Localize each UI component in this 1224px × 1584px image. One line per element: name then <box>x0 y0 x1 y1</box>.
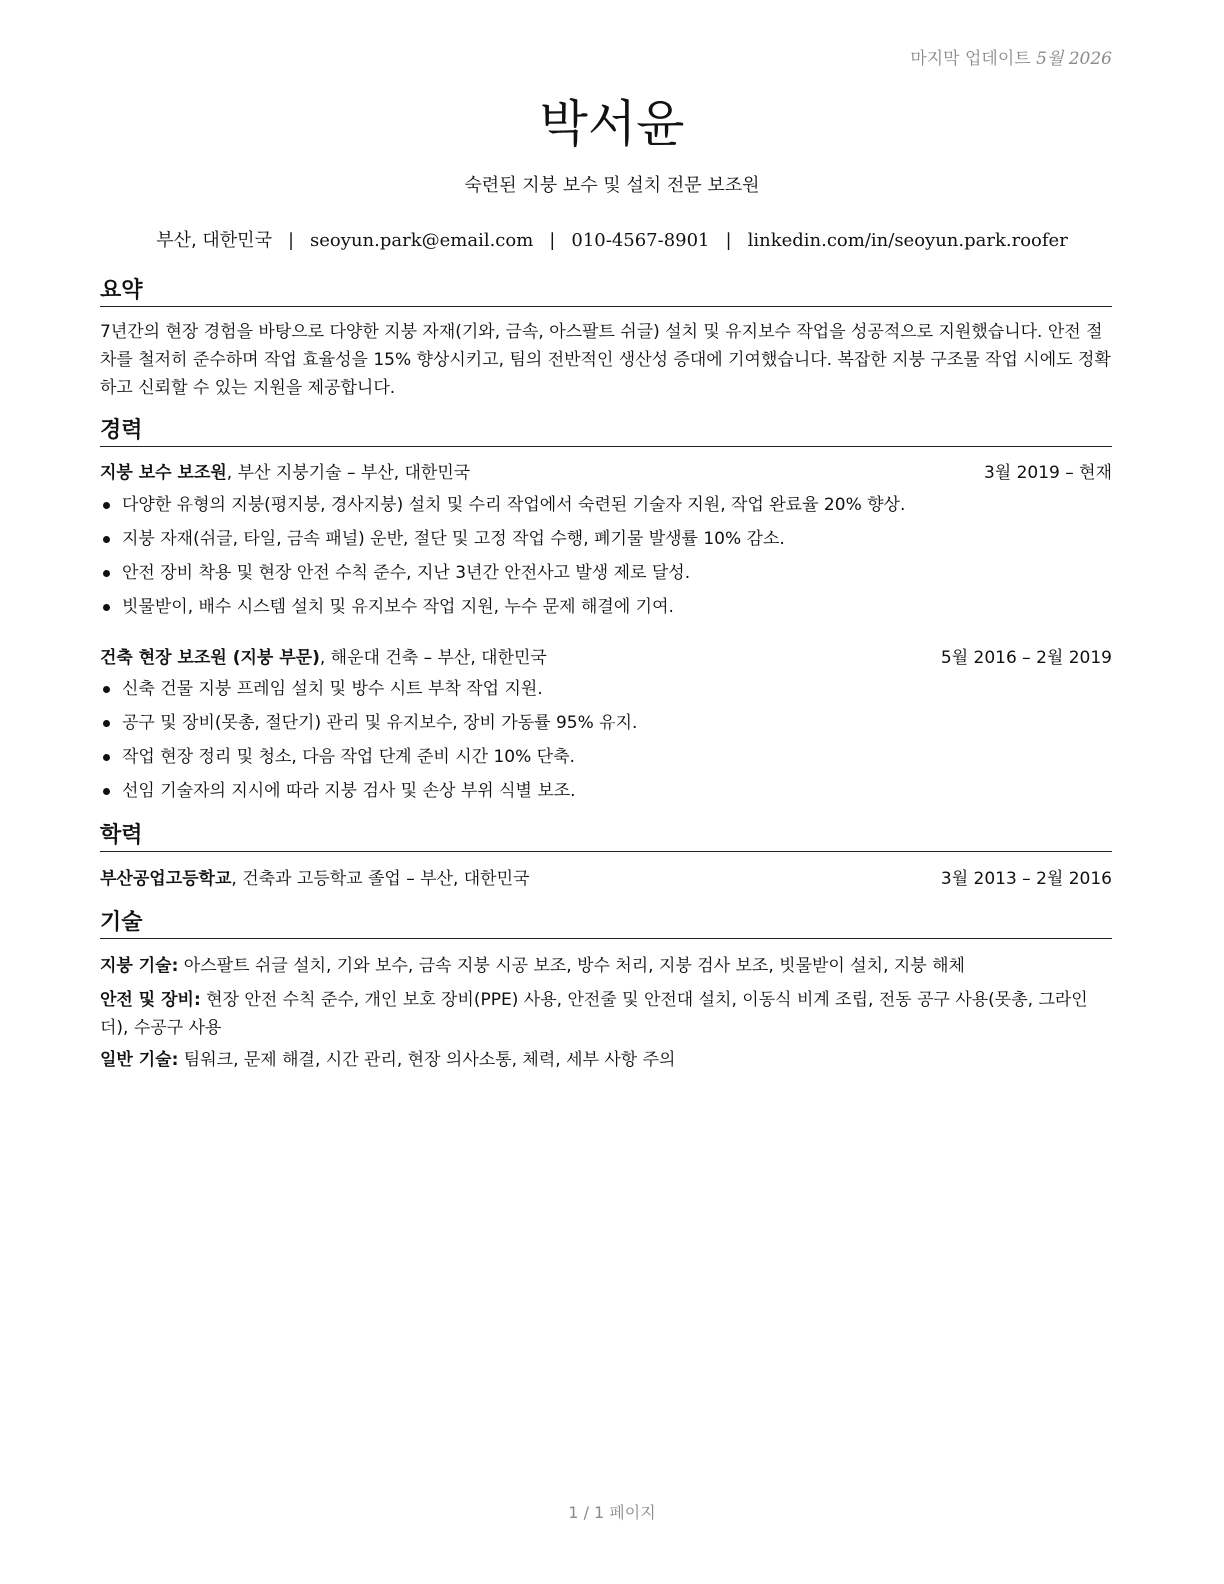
professional-title: 숙련된 지붕 보수 및 설치 전문 보조원 <box>464 175 760 196</box>
skill-label: 안전 및 장비: <box>100 990 201 1010</box>
job-bullet: 안전 장비 착용 및 현장 안전 수칙 준수, 지난 3년간 안전사고 발생 제로 달성. <box>100 556 1112 590</box>
skill-text: 현장 안전 수칙 준수, 개인 보호 장비(PPE) 사용, 안전줄 및 안전대 설치, 이동식 비계 조립, 전동 공구 사용(못총, 그라인더), 수공구 사용 <box>100 990 1088 1038</box>
job-bullet: 작업 현장 정리 및 청소, 다음 작업 단계 준비 시간 10% 단축. <box>100 740 1112 774</box>
skill-text: 팀워크, 문제 해결, 시간 관리, 현장 의사소통, 체력, 세부 사항 주의 <box>178 1050 676 1070</box>
job-bullet: 지붕 자재(쉬글, 타일, 금속 패널) 운반, 절단 및 고정 작업 수행, 폐기물 발생률 10% 감소. <box>100 522 1112 556</box>
job-bullet: 신축 건물 지붕 프레임 설치 및 방수 시트 부착 작업 지원. <box>100 672 1112 706</box>
job-company: , 부산 지붕기술 – 부산, 대한민국 <box>226 463 471 483</box>
education-entry <box>100 866 1112 892</box>
job-dates: 5월 2016 – 2월 2019 <box>940 648 1112 668</box>
job-bullet: 선임 기술자의 지시에 따라 지붕 검사 및 손상 부위 식별 보조. <box>100 774 1112 808</box>
job-role: 지붕 보수 보조원 <box>100 463 227 483</box>
job-bullet: 공구 및 장비(못총, 절단기) 관리 및 유지보수, 장비 가동률 95% 유지. <box>100 706 1112 740</box>
job-bullet: 다양한 유형의 지붕(평지붕, 경사지붕) 설치 및 수리 작업에서 숙련된 기술자 지원, 작업 완료율 20% 향상. <box>100 488 1112 522</box>
job-title-line <box>100 645 547 671</box>
contact-email[interactable]: seoyun.park@email.com <box>310 230 534 251</box>
job-title-line <box>100 460 470 486</box>
contact-phone[interactable]: 010-4567-8901 <box>571 230 710 251</box>
skill-text: 아스팔트 쉬글 설치, 기와 보수, 금속 지붕 시공 보조, 방수 처리, 지붕 검사 보조, 빗물받이 설치, 지붕 해체 <box>178 956 965 976</box>
section-title-experience: 경력 <box>100 418 1112 447</box>
education-dates: 3월 2013 – 2월 2016 <box>940 869 1112 889</box>
section-title-skills: 기술 <box>100 910 1112 939</box>
summary-text: 7년간의 현장 경험을 바탕으로 다양한 지붕 자재(기와, 금속, 아스팔트 쉬글) 설치 및 유지보수 작업을 성공적으로 지원했습니다. 안전 절차를 철저히 준수하며 작업 효율성을 15% 향상시키고, 팀의 전반적인 생산성 증대에 기여했습니다. 복잡한 지붕 구조물 작업 시에도 정확하고 신뢰할 수 있는 지원을 제공합니다. <box>100 322 1111 398</box>
last-updated-label: 마지막 업데이트 <box>910 49 1031 69</box>
contact-linkedin[interactable]: linkedin.com/in/seoyun.park.roofer <box>747 230 1068 251</box>
contact-separator: | <box>287 230 295 251</box>
education-line <box>100 866 529 892</box>
last-updated-date: 5월 2026 <box>1036 49 1112 69</box>
last-updated <box>910 44 1112 69</box>
job-bullet: 빗물받이, 배수 시스템 설치 및 유지보수 작업 지원, 누수 문제 해결에 기여. <box>100 590 1112 624</box>
skill-line <box>100 1046 1112 1074</box>
contact-location: 부산, 대한민국 <box>156 230 272 251</box>
person-name: 박서윤 <box>539 95 685 153</box>
section-title-education: 학력 <box>100 823 1112 852</box>
job-header <box>100 460 1112 486</box>
job-company: , 해운대 건축 – 부산, 대한민국 <box>319 648 547 668</box>
section-title-summary: 요약 <box>100 278 1112 307</box>
education-detail: , 건축과 고등학교 졸업 – 부산, 대한민국 <box>231 869 530 889</box>
page-number: 1 / 1 페이지 <box>568 1503 656 1522</box>
job-bullets <box>100 672 1112 808</box>
skill-label: 일반 기술: <box>100 1050 179 1070</box>
school-name: 부산공업고등학교 <box>100 869 232 889</box>
job-role: 건축 현장 보조원 (지붕 부문) <box>100 648 320 668</box>
job-header <box>100 645 1112 671</box>
skill-line <box>100 952 1112 980</box>
skill-label: 지붕 기술: <box>100 956 179 976</box>
contact-separator: | <box>549 230 556 251</box>
job-dates: 3월 2019 – 현재 <box>983 463 1112 483</box>
contact-separator: | <box>725 230 732 251</box>
skill-line <box>100 986 1112 1042</box>
contact-line <box>0 226 1224 252</box>
job-bullets <box>100 488 1112 624</box>
